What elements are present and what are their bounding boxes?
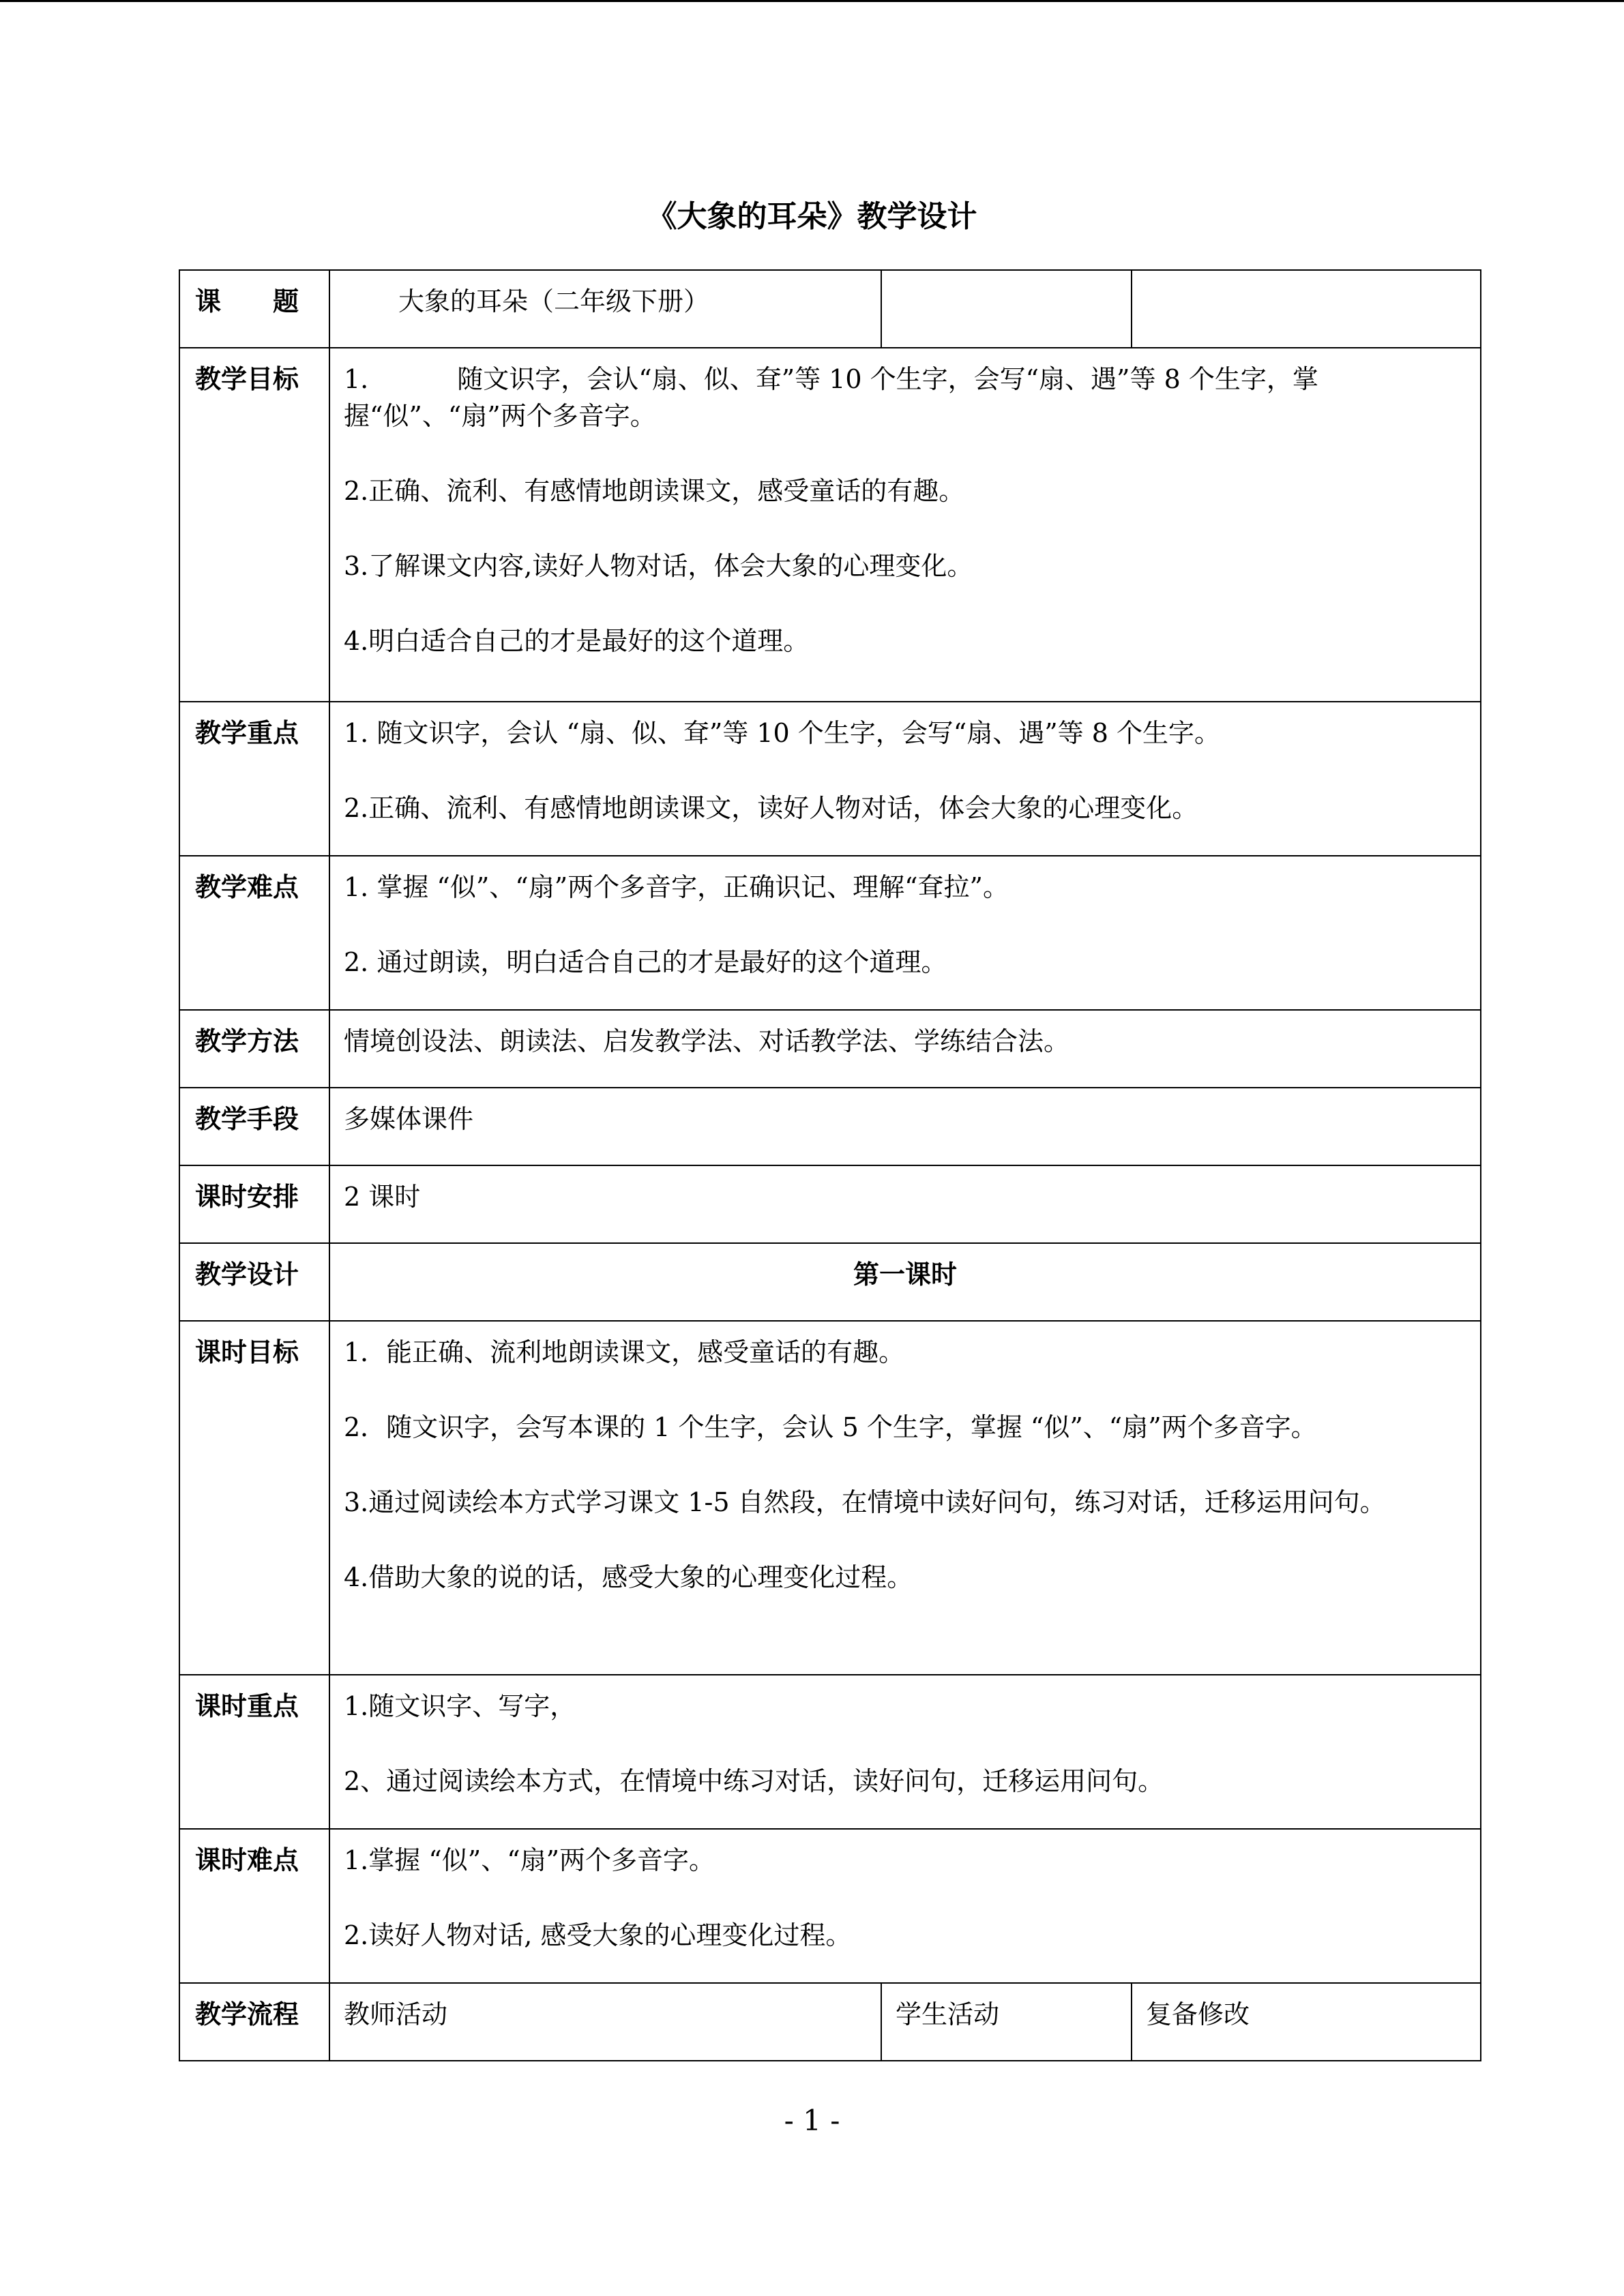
topic-empty-cell-1 <box>881 270 1132 348</box>
difficult-point-2: 2. 通过朗读，明白适合自己的才是最好的这个道理。 <box>344 947 947 977</box>
label-design: 教学设计 <box>179 1243 329 1321</box>
goal-item-1 <box>344 361 1466 434</box>
lesson-goal-1: 1．能正确、流利地朗读课文，感受童话的有趣。 <box>344 1337 905 1367</box>
lesson-key-cell <box>329 1675 1481 1829</box>
row-flow <box>179 1983 1481 2061</box>
page-number: - 1 - <box>784 2104 840 2137</box>
lesson-goal-4: 4.借助大象的说的话，感受大象的心理变化过程。 <box>344 1562 913 1592</box>
key-point-1: 1. 随文识字，会认 “扇、似、耷”等 10 个生字，会写“扇、遇”等 8 个生字。 <box>344 718 1220 748</box>
label-means: 教学手段 <box>179 1088 329 1165</box>
flow-revise: 复备修改 <box>1132 1983 1481 2061</box>
lesson-key-1: 1.随文识字、写字， <box>344 1691 576 1721</box>
label-method: 教学方法 <box>179 1010 329 1088</box>
label-lesson-goals: 课时目标 <box>179 1321 329 1675</box>
goal-item-2: 2.正确、流利、有感情地朗读课文，感受童话的有趣。 <box>344 476 965 506</box>
top-border-line <box>0 0 1624 2</box>
label-goals: 教学目标 <box>179 348 329 702</box>
schedule-value: 2 课时 <box>329 1165 1481 1243</box>
method-value: 情境创设法、朗读法、启发教学法、对话教学法、学练结合法。 <box>329 1010 1481 1088</box>
row-lesson-key <box>179 1675 1481 1829</box>
lesson-goal-2: 2．随文识字，会写本课的 1 个生字，会认 5 个生字，掌握 “似”、“扇”两个多音字。 <box>344 1412 1317 1442</box>
goal-item-4: 4.明白适合自己的才是最好的这个道理。 <box>344 626 810 656</box>
row-method <box>179 1010 1481 1088</box>
document-title: 《大象的耳朵》教学设计 <box>647 199 977 234</box>
label-key-points: 教学重点 <box>179 702 329 856</box>
difficult-point-1: 1. 掌握 “似”、“扇”两个多音字，正确识记、理解“耷拉”。 <box>344 872 1009 902</box>
lesson-difficult-cell <box>329 1829 1481 1983</box>
key-points-cell <box>329 702 1481 856</box>
goal-item-1-text: 随文识字，会认“扇、似、耷”等 10 个生字，会写“扇、遇”等 8 个生字，掌握“似”、“扇”两个多音字。 <box>344 364 1318 431</box>
topic-value: 大象的耳朵（二年级下册） <box>329 270 881 348</box>
row-design <box>179 1243 1481 1321</box>
lesson-difficult-2: 2.读好人物对话, 感受大象的心理变化过程。 <box>344 1920 852 1950</box>
goal-item-3: 3.了解课文内容,读好人物对话，体会大象的心理变化。 <box>344 551 973 581</box>
flow-student: 学生活动 <box>881 1983 1132 2061</box>
label-topic: 课 题 <box>179 270 329 348</box>
topic-empty-cell-2 <box>1132 270 1481 348</box>
lesson-difficult-1: 1.掌握 “似”、“扇”两个多音字。 <box>344 1845 715 1875</box>
flow-teacher: 教师活动 <box>329 1983 881 2061</box>
label-flow: 教学流程 <box>179 1983 329 2061</box>
row-key-points <box>179 702 1481 856</box>
difficult-points-cell <box>329 856 1481 1010</box>
row-schedule <box>179 1165 1481 1243</box>
means-value: 多媒体课件 <box>329 1088 1481 1165</box>
design-value: 第一课时 <box>329 1243 1481 1321</box>
label-lesson-key: 课时重点 <box>179 1675 329 1829</box>
label-schedule: 课时安排 <box>179 1165 329 1243</box>
goal-item-1-number: 1. <box>344 364 369 394</box>
lesson-goal-3: 3.通过阅读绘本方式学习课文 1-5 自然段，在情境中读好问句，练习对话，迁移运用问句。 <box>344 1487 1386 1517</box>
key-point-2: 2.正确、流利、有感情地朗读课文，读好人物对话，体会大象的心理变化。 <box>344 793 1198 823</box>
row-difficult-points <box>179 856 1481 1010</box>
row-lesson-difficult <box>179 1829 1481 1983</box>
lesson-key-2: 2、通过阅读绘本方式，在情境中练习对话，读好问句，迁移运用问句。 <box>344 1766 1164 1796</box>
lesson-goals-cell <box>329 1321 1481 1675</box>
row-means <box>179 1088 1481 1165</box>
row-lesson-goals <box>179 1321 1481 1675</box>
label-difficult-points: 教学难点 <box>179 856 329 1010</box>
row-topic <box>179 270 1481 348</box>
lesson-plan-table <box>179 269 1481 2061</box>
row-goals <box>179 348 1481 702</box>
label-lesson-difficult: 课时难点 <box>179 1829 329 1983</box>
goals-cell <box>329 348 1481 702</box>
